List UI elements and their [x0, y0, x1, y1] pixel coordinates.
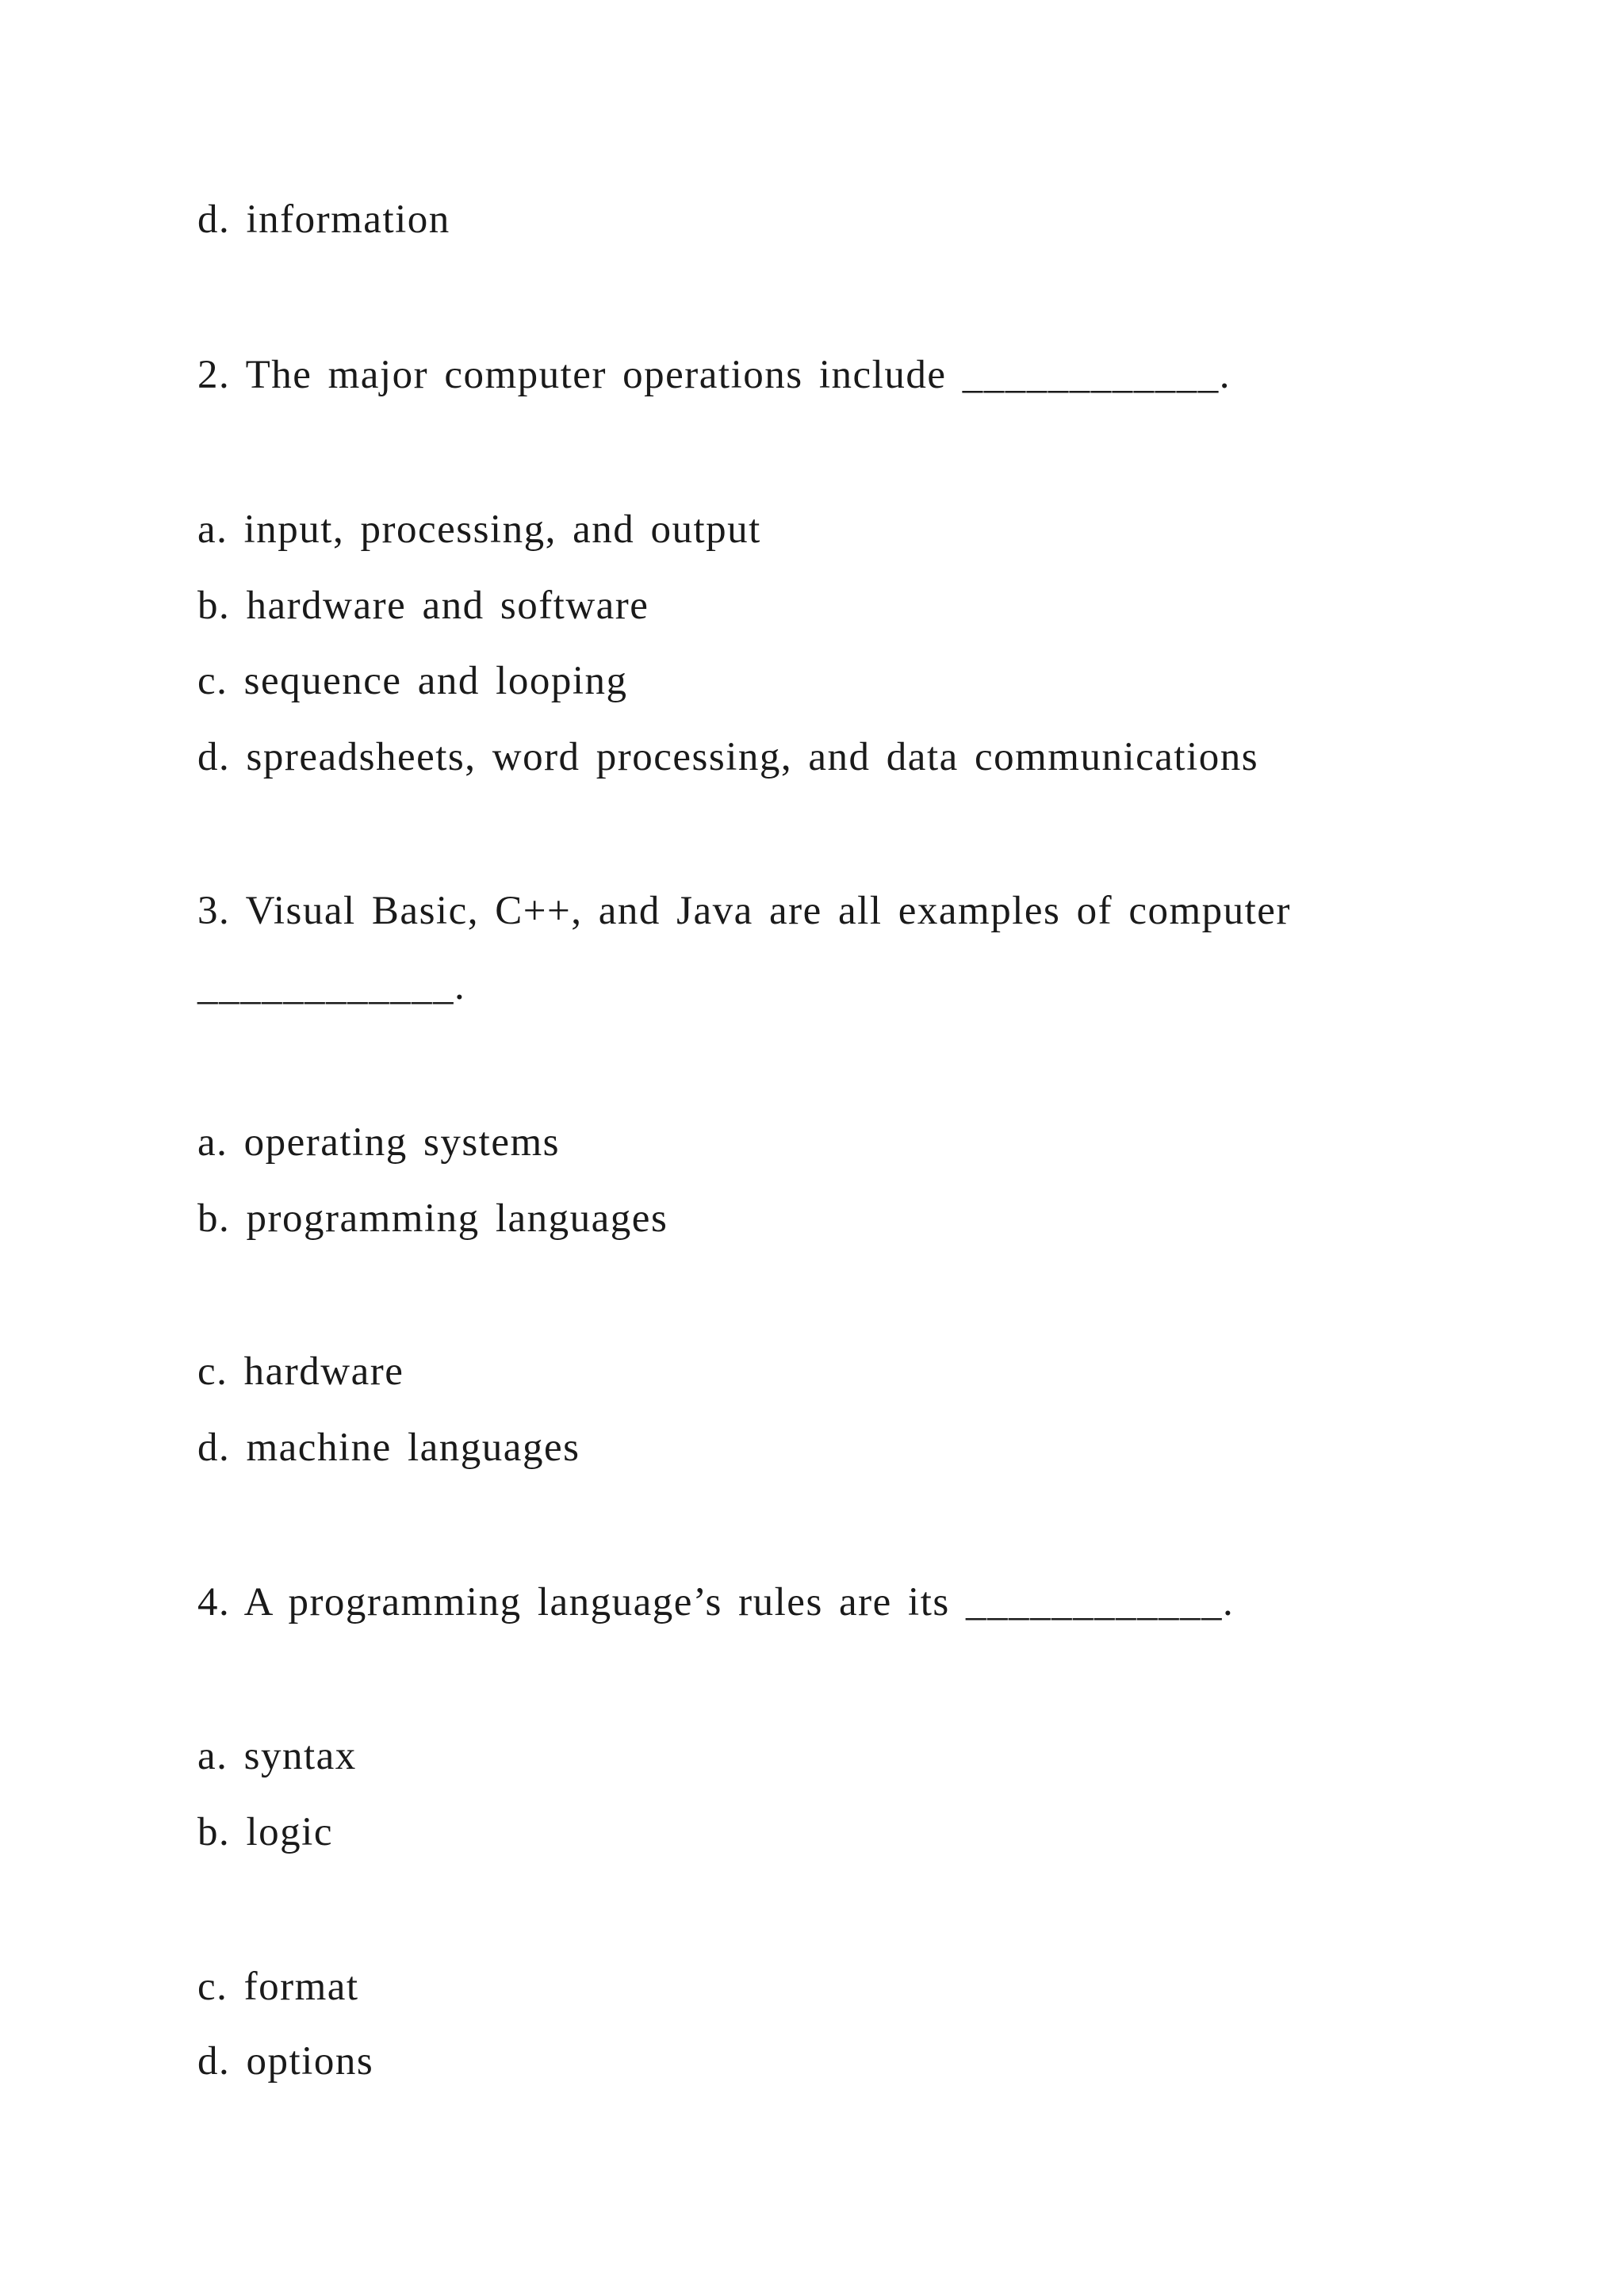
q2-option-b: b. hardware and software [197, 584, 649, 628]
q2-option-d: d. spreadsheets, word processing, and data communications [197, 735, 1259, 779]
q2-question: 2. The major computer operations include ____________. [197, 353, 1231, 397]
q3-question-line2: ____________. [197, 964, 466, 1008]
q4-option-c: c. format [197, 1965, 359, 2009]
q3-option-d: d. machine languages [197, 1425, 580, 1470]
q2-option-c: c. sequence and looping [197, 659, 628, 703]
q4-option-d: d. options [197, 2039, 374, 2084]
q3-option-b: b. programming languages [197, 1196, 668, 1241]
q3-option-a: a. operating systems [197, 1120, 560, 1165]
q3-question-line1: 3. Visual Basic, C++, and Java are all examples of computer [197, 889, 1291, 933]
q4-option-b: b. logic [197, 1810, 333, 1854]
q3-option-c: c. hardware [197, 1349, 404, 1394]
q4-option-a: a. syntax [197, 1734, 357, 1778]
q2-option-a: a. input, processing, and output [197, 507, 761, 552]
q1-option-d: d. information [197, 197, 450, 242]
q4-question: 4. A programming language’s rules are its ____________. [197, 1580, 1235, 1624]
